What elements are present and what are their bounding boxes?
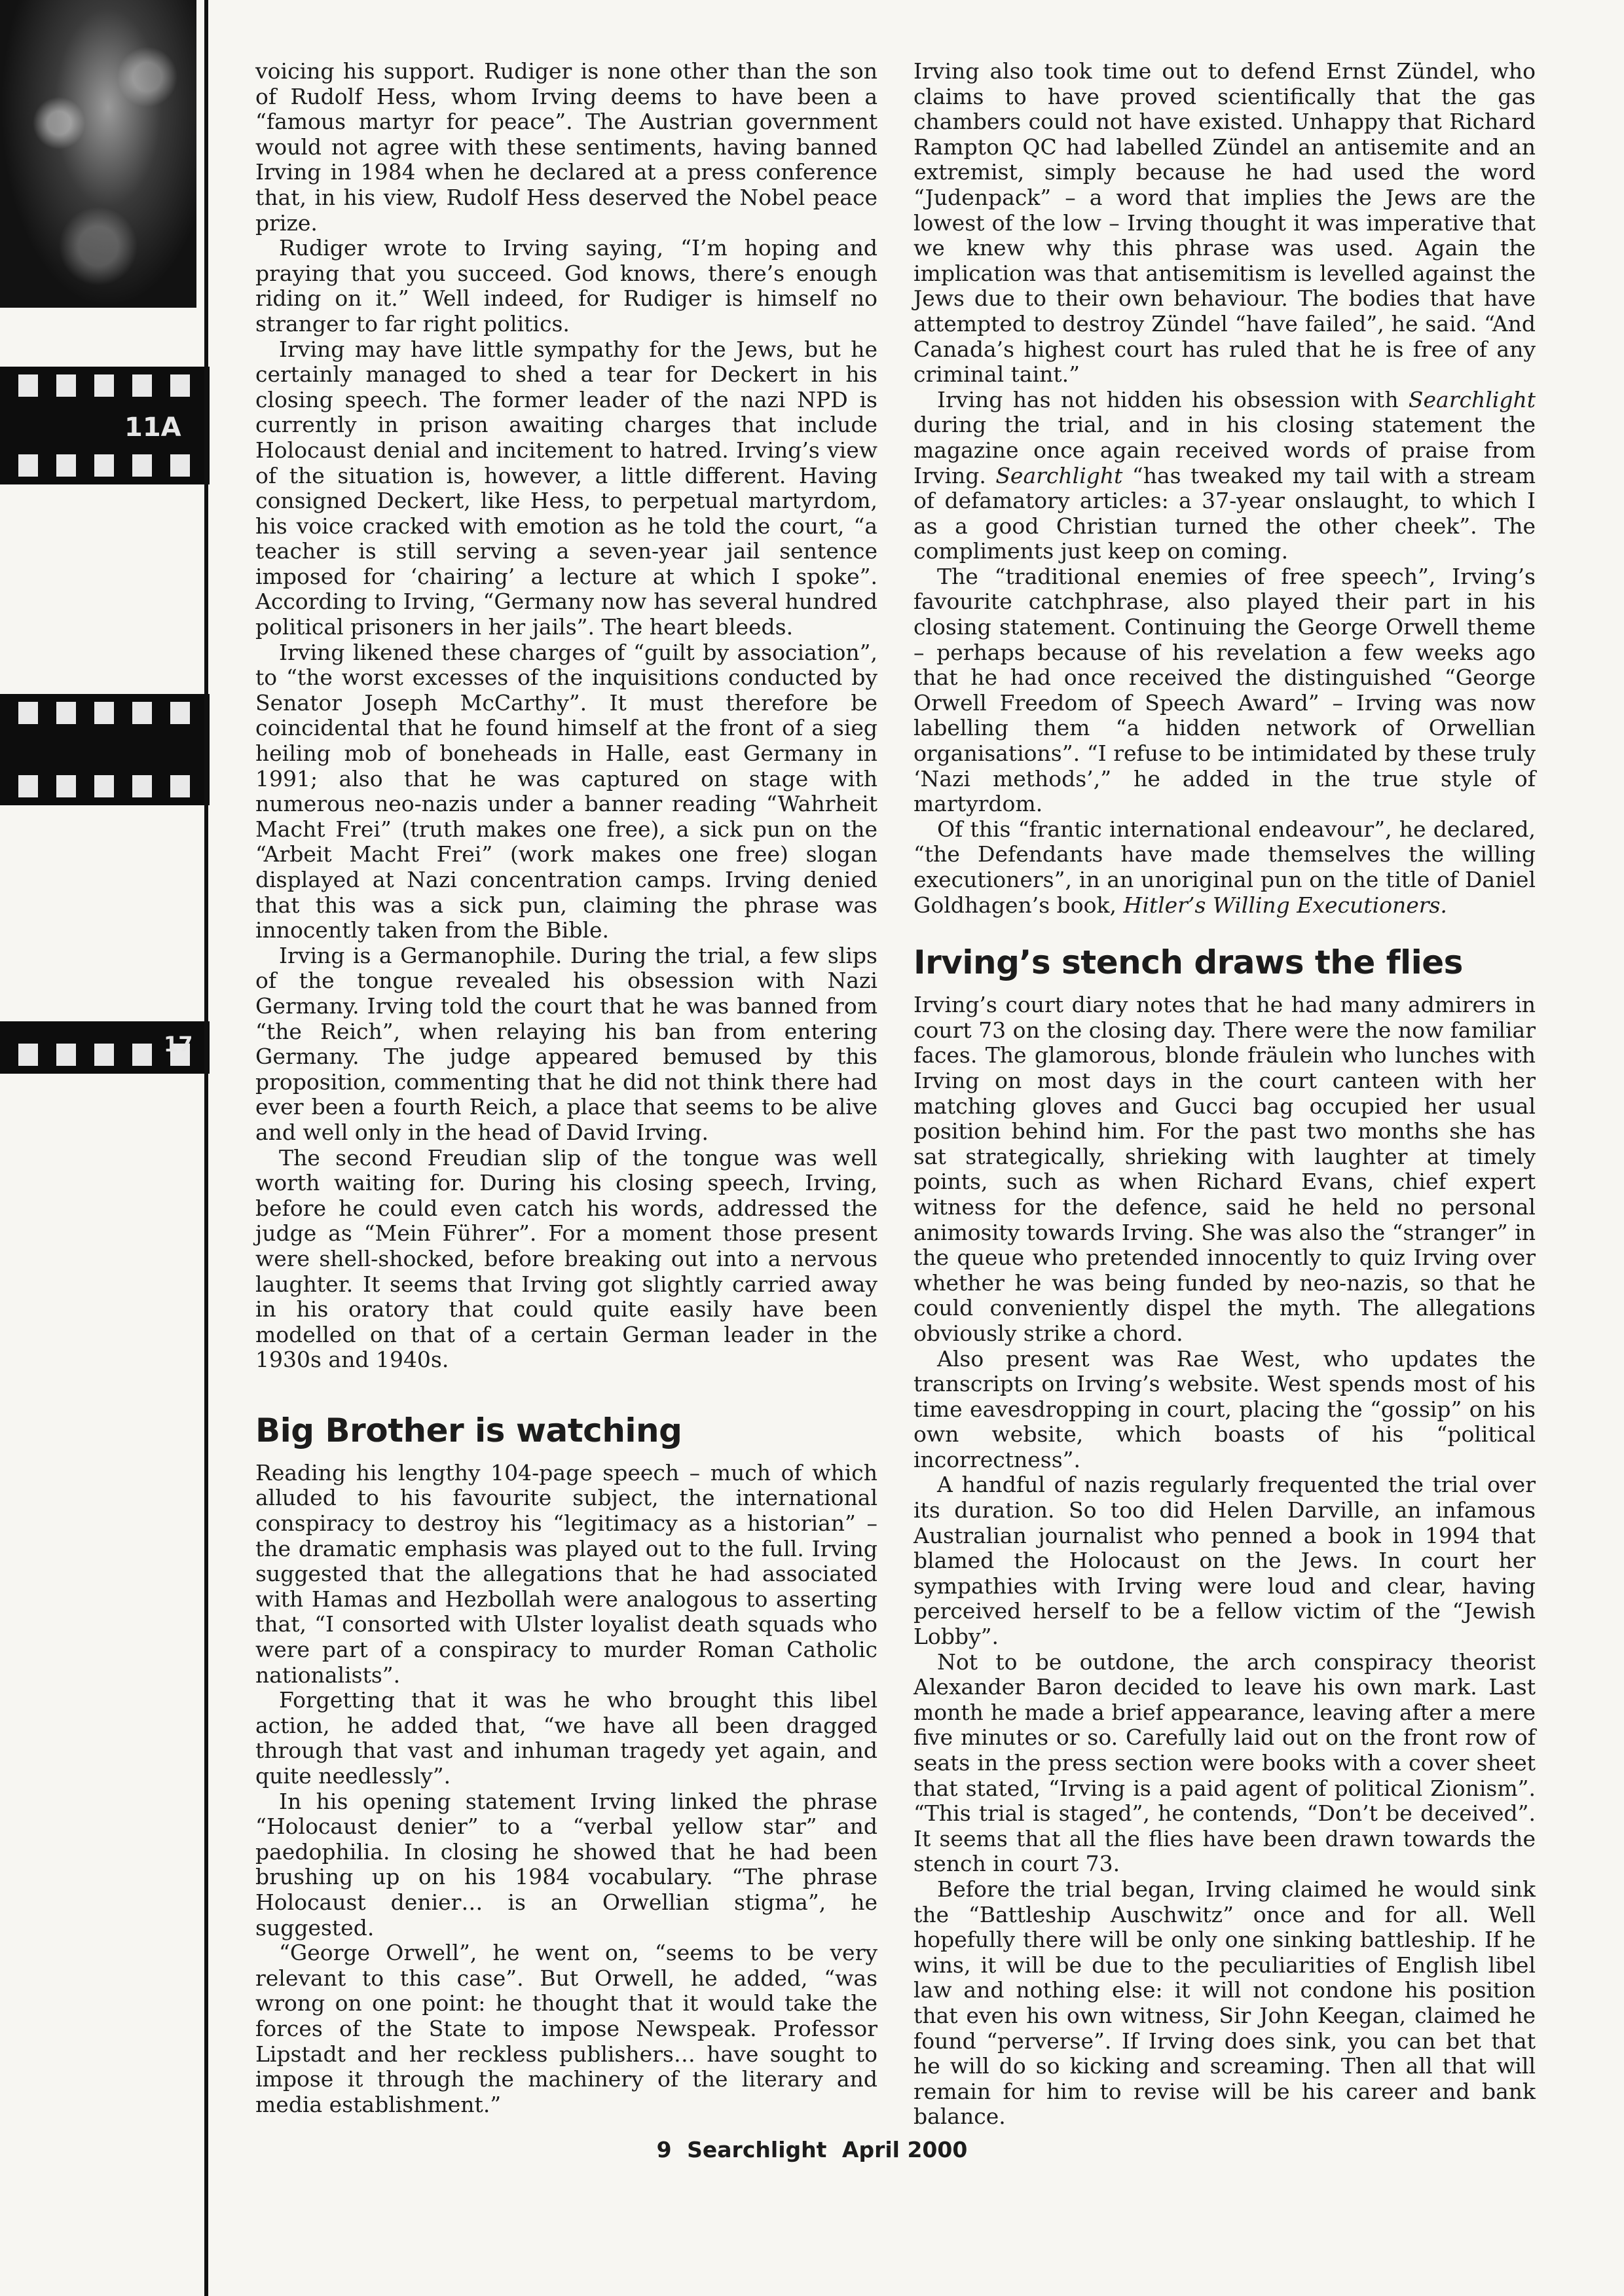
film-frame-label-2: 17 <box>164 1032 193 1057</box>
paragraph: Reading his lengthy 104-page speech – much of which alluded to his favourite subject, the international conspiracy to destroy his “legitimacy as a historian” – the dramatic emphasis was played out to the full. Irving suggested that the allegations that he had associated with Hamas and Hezbollah were analogous to asserting that, “I consorted with Ulster loyalist death squads who were part of a conspiracy to murder Roman Catholic nationalists”. <box>255 1459 877 1688</box>
film-band-2 <box>0 694 210 805</box>
page-footer <box>0 2137 1624 2162</box>
right-column <box>913 59 1536 2130</box>
paragraph: “George Orwell”, he went on, “seems to be very relevant to this case”. But Orwell, he added, “was wrong on one point: he thought that it would take the forces of the State to impose Newspeak. Professor Lipstadt and her reckless publishers… have sought to impose it through the machinery of the literary and media establishment.” <box>255 1940 877 2117</box>
sprocket-holes <box>0 374 196 397</box>
paragraph: voicing his support. Rudiger is none other than the son of Rudolf Hess, whom Irving deems to have been a “famous martyr for peace”. The Austrian government would not agree with these sentiments, having banned Irving in 1984 when he declared at a press conference that, in his view, Rudolf Hess deserved the Nobel peace prize. <box>255 58 877 236</box>
section-heading: Irving’s stench draws the flies <box>913 943 1463 982</box>
paragraph: The “traditional enemies of free speech”, Irving’s favourite catchphrase, also played their part in his closing statement. Continuing the George Orwell theme – perhaps because of his revelation a few weeks ago that he had once received the distinguished “George Orwell Freedom of Speech Award” – Irving was now labelling them “a hidden network of Orwellian organisations”. “I refuse to be intimidated by these truly ‘Nazi methods’,” he added in the true style of martyrdom. <box>913 563 1536 817</box>
paragraph <box>913 388 1536 564</box>
paragraph: Irving likened these charges of “guilt by association”, to “the worst excesses of the inquisitions conducted by Senator Joseph McCarthy”. It must therefore be coincidental that he found himself at the front of a sieg heiling mob of boneheads in Halle, east Germany in 1991; also that he was captured on stage with numerous neo-nazis under a banner reading “Wahrheit Macht Frei” (truth makes one free), a sick pun on the “Arbeit Macht Frei” (work makes one free) slogan displayed at Nazi concentration camps. Irving denied that this was a sick pun, claiming the phrase was innocently taken from the Bible. <box>255 639 877 943</box>
text-run: “has tweaked my tail with a stream of defamatory articles: a 37-year onslaught, to which I as a good Christian turned the other cheek”. The compliments just keep on coming. <box>913 462 1536 564</box>
crowd-photo <box>0 0 196 308</box>
paragraph: Forgetting that it was he who brought this libel action, he added that, “we have all been dragged through that vast and inhuman tragedy yet again, and quite needlessly”. <box>255 1687 877 1789</box>
magazine-name: Searchlight <box>1408 386 1536 412</box>
filmstrip-edge <box>204 0 208 2296</box>
text-run: Of this “frantic international endeavour”, he declared, “the Defendants have made themselves the willing executioners”, in an unoriginal pun on the title of Daniel Goldhagen’s book, <box>913 816 1536 918</box>
film-band-1 <box>0 367 210 484</box>
section-heading: Big Brother is watching <box>255 1411 682 1449</box>
paragraph: Irving may have little sympathy for the Jews, but he certainly managed to shed a tear for Deckert in his closing speech. The former leader of the nazi NPD is currently in prison awaiting charges that include Holocaust denial and incitement to hatred. Irving’s view of the situation is, however, a little different. Having consigned Deckert, like Hess, to perpetual martyrdom, his voice cracked with emotion as he told the court, “a teacher is still serving a seven-year jail sentence imposed for ‘chairing’ a lecture at which I spoke”. According to Irving, “Germany now has several hundred political prisoners in her jails”. The heart bleeds. <box>255 336 877 640</box>
text-run: Irving has not hidden his obsession with <box>937 386 1409 412</box>
film-band-3 <box>0 1021 210 1074</box>
left-column <box>255 59 877 2117</box>
text-run: during the trial, and in his closing statement the magazine once again received words of praise from Irving. <box>913 412 1536 488</box>
paragraph: Irving’s court diary notes that he had many admirers in court 73 on the closing day. There were the now familiar faces. The glamorous, blonde fräulein who lunches with Irving on most days in the court canteen with her matching gloves and Gucci bag occupied her usual position behind him. For the past two months she has sat strategically, shrieking with laughter at timely points, such as when Richard Evans, chief expert witness for the defence, said he held no personal animosity towards Irving. She was also the “stranger” in the queue who pretended innocently to quiz Irving over whether he was being funded by neo-nazis, so that he could conveniently dispel the myth. The allegations obviously strike a chord. <box>913 992 1536 1346</box>
paragraph: A handful of nazis regularly frequented the trial over its duration. So too did Helen Darville, an infamous Australian journalist who penned a book in 1994 that blamed the Holocaust on the Jews. In court her sympathies with Irving were loud and clear, having perceived herself to be a fellow victim of the “Jewish Lobby”. <box>913 1472 1536 1650</box>
paragraph: The second Freudian slip of the tongue was well worth waiting for. During his closing speech, Irving, before he could even catch his words, addressed the judge as “Mein Führer”. For a moment those present were shell-shocked, before breaking out into a nervous laughter. It seems that Irving got slightly carried away in his oratory that could quite easily have been modelled on that of a certain German leader in the 1930s and 1940s. <box>255 1144 877 1373</box>
paragraph: In his opening statement Irving linked the phrase “Holocaust denier” to a “verbal yellow star” and paedophilia. In closing he showed that he had been brushing up on his 1984 vocabulary. “The phrase Holocaust denier… is an Orwellian stigma”, he suggested. <box>255 1788 877 1941</box>
paragraph: Irving is a Germanophile. During the trial, a few slips of the tongue revealed his obsession with Nazi Germany. Irving told the court that he was banned from “the Reich”, when relaying his ban from entering Germany. The judge appeared bemused by this proposition, commenting that he did not think there had ever been a fourth Reich, a place that seems to be alive and well only in the head of David Irving. <box>255 942 877 1145</box>
sprocket-holes <box>0 454 196 477</box>
magazine-name: Searchlight <box>995 462 1123 488</box>
sprocket-holes <box>0 702 196 724</box>
paragraph: Rudiger wrote to Irving saying, “I’m hoping and praying that you succeed. God knows, there’s enough riding on it.” Well indeed, for Rudiger is himself no stranger to far right politics. <box>255 235 877 337</box>
book-title: Hitler’s Willing Executioners. <box>1123 892 1447 918</box>
paragraph: Before the trial began, Irving claimed he would sink the “Battleship Auschwitz” once and for all. Well hopefully there will be only one sinking battleship. If he wins, it will be due to the peculiarities of English libel law and nothing else: it will not condone his position that even his own witness, Sir John Keegan, claimed he found “perverse”. If Irving does sink, you can bet that he will do so kicking and screaming. Then all that will remain for him to revise will be his career and bank balance. <box>913 1876 1536 2130</box>
paragraph: Also present was Rae West, who updates the transcripts on Irving’s website. West spends most of his time eavesdropping in court, placing the “gossip” on his own website, which boasts of his “political incorrectness”. <box>913 1345 1536 1472</box>
page-number: 9 <box>656 2137 672 2162</box>
sprocket-holes <box>0 775 196 797</box>
paragraph: Not to be outdone, the arch conspiracy theorist Alexander Baron decided to leave his own mark. Last month he made a brief appearance, leaving after a mere five minutes or so. Carefully laid out on the front row of seats in the press section were books with a cover sheet that stated, “Irving is a paid agent of political Zionism”. “This trial is staged”, he contends, “Don’t be deceived”. It seems that all the flies have been drawn towards the stench in court 73. <box>913 1649 1536 1877</box>
paragraph <box>913 817 1536 918</box>
publication-name: Searchlight <box>687 2137 827 2162</box>
filmstrip-photo <box>0 0 216 2296</box>
film-frame-label: 11A <box>124 412 181 443</box>
issue-date: April 2000 <box>841 2137 968 2162</box>
paragraph: Irving also took time out to defend Ernst Zündel, who claims to have proved scientifically that the gas chambers could not have existed. Unhappy that Richard Rampton QC had labelled Zündel an antisemite and an extremist, simply because he had used the word “Judenpack” – a word that implies the Jews are the lowest of the low – Irving thought it was imperative that we knew why this phrase was used. Again the implication was that antisemitism is levelled against the Jews due to their own behaviour. The bodies that have attempted to destroy Zündel “have failed”, he said. “And Canada’s highest court has ruled that he is free of any criminal taint.” <box>913 58 1536 388</box>
